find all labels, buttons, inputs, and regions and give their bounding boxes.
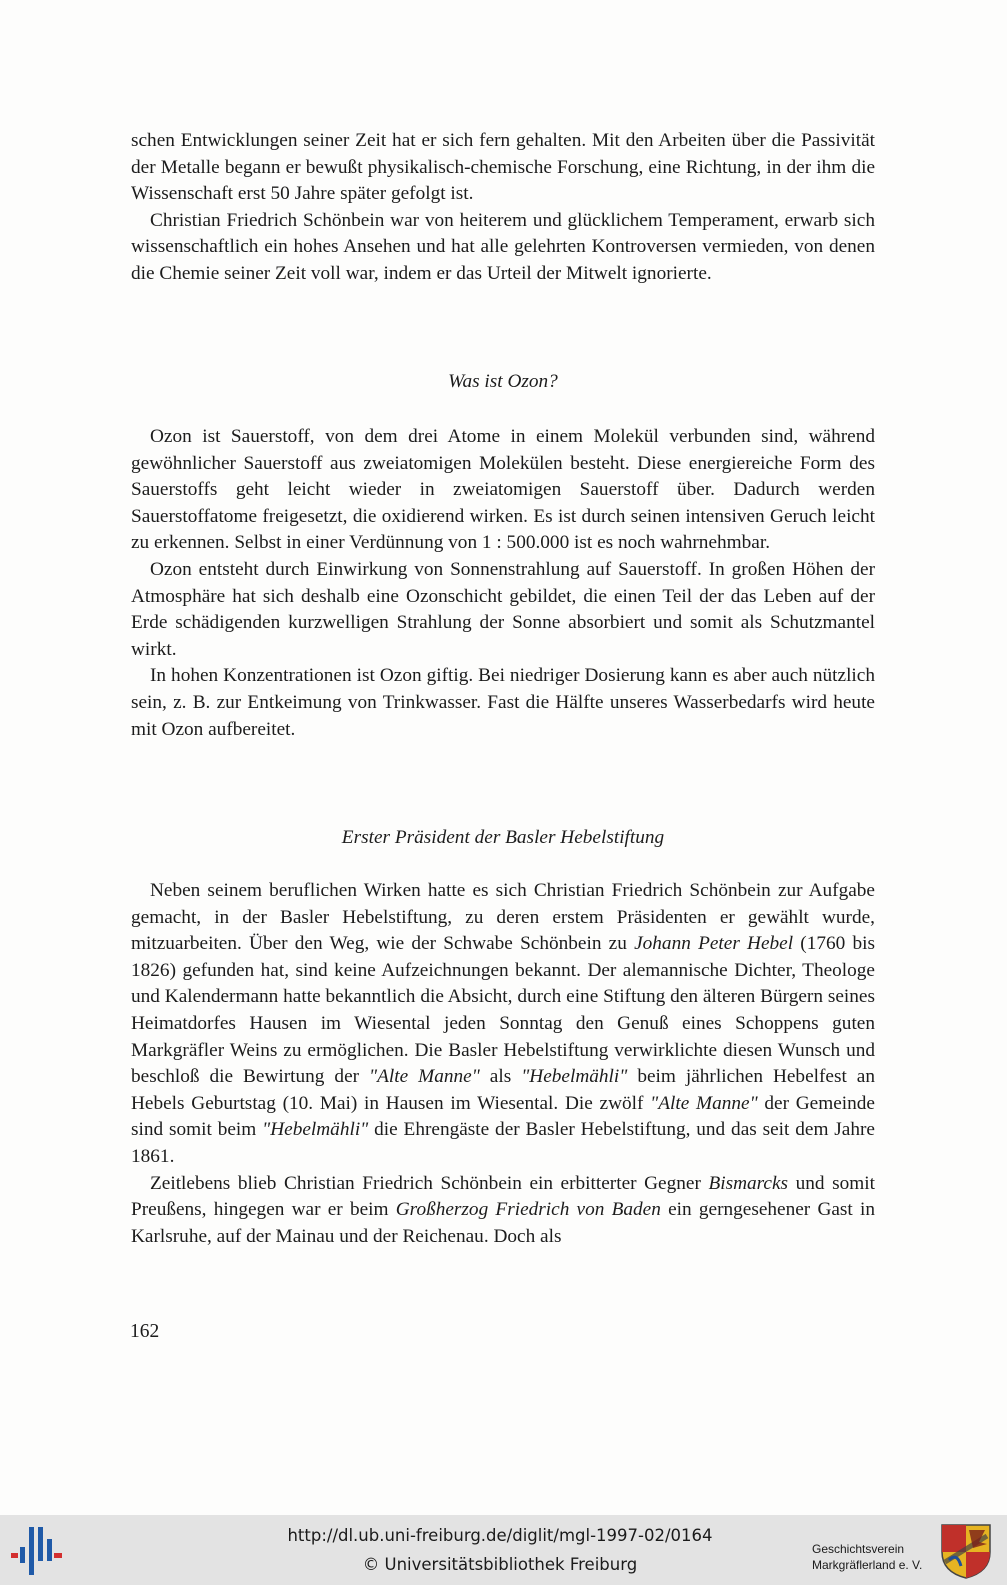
text-block-ozon bbox=[131, 424, 875, 743]
text-run: Zeitlebens blieb Christian Friedrich Schönbein ein erbitterter Gegner bbox=[150, 1172, 701, 1194]
text-run: und somit Preußens, hingegen war er beim bbox=[131, 1172, 875, 1221]
paragraph: Christian Friedrich Schönbein war von heiterem und glücklichem Temperament, erwarb sich wissenschaftlich ein hohes Ansehen und hat alle gelehrten Kontroversen vermieden, von denen die Chemie seiner Zeit voll war, indem er das Urteil der Mitwelt ignorierte. bbox=[131, 209, 875, 284]
text-run: die Ehrengäste der Basler Hebelstiftung, und das seit dem Jahre 1861. bbox=[131, 1119, 875, 1167]
section-heading-hebelstiftung: Erster Präsident der Basler Hebelstiftung bbox=[341, 827, 665, 848]
text-run: beim jährlichen Hebelfest an Hebels Geburtstag (10. Mai) in Hausen im Wiesental. Die zwölf bbox=[131, 1066, 875, 1114]
text-run: ein gerngesehener Gast in Karlsruhe, auf der Mainau und der Reichenau. Doch als bbox=[131, 1199, 876, 1247]
quoted-term: "Hebelmähli" bbox=[521, 1066, 628, 1088]
text-run: Neben seinem beruflichen Wirken hatte es sich Christian Friedrich Schönbein zur Aufgabe gemacht, in der Basler Hebelstiftung, zu deren erstem Präsidenten er gewählt wurde, mitzuarbeiten. Über den Weg, wie der Schwabe Schönbein zu bbox=[131, 880, 875, 955]
person-name: Bismarcks bbox=[708, 1172, 789, 1194]
person-name: Johann Peter Hebel bbox=[634, 933, 794, 955]
paragraph: In hohen Konzentrationen ist Ozon giftig. Bei niedriger Dosierung kann es aber auch nützlich sein, z. B. zur Entkeimung von Trinkwasser. Fast die Hälfte unseres Wasserbedarfs wird heute mit Ozon aufbereitet. bbox=[131, 665, 875, 740]
text-block-hebelstiftung bbox=[131, 878, 875, 1250]
copyright-text: © Universitätsbibliothek Freiburg bbox=[362, 1555, 638, 1574]
page-number: 162 bbox=[130, 1321, 160, 1342]
paragraph: schen Entwicklungen seiner Zeit hat er sich fern gehalten. Mit den Arbeiten über die Passivität der Metalle begann er bewußt physikalisch-chemische Forschung, eine Richtung, in der ihm die Wissenschaft erst 50 Jahre später gefolgt ist. bbox=[131, 130, 875, 205]
ub-freiburg-logo-icon bbox=[8, 1525, 64, 1577]
paragraph bbox=[131, 878, 875, 1171]
footer-bar bbox=[0, 1515, 1007, 1585]
paragraph: Ozon entsteht durch Einwirkung von Sonnenstrahlung auf Sauerstoff. In großen Höhen der Atmosphäre hat sich deshalb eine Ozonschicht gebildet, die einen Teil der das Leben auf der Erde schädigenden kurzwelligen Strahlung der Sonne absorbiert und somit als Schutzmantel wirkt. bbox=[131, 558, 875, 660]
document-url-link[interactable]: http://dl.ub.uni-freiburg.de/diglit/mgl-1997-02/0164 bbox=[287, 1526, 713, 1545]
paragraph: Ozon ist Sauerstoff, von dem drei Atome in einem Molekül verbunden sind, während gewöhnlicher Sauerstoff aus zweiatomigen Molekülen besteht. Diese energiereiche Form des Sauerstoffs geht leicht wieder in zweiatomigen Sauerstoff über. Dadurch werden Sauerstoffatome freigesetzt, die oxidierend wirken. Es ist durch seinen intensiven Geruch leicht zu erkennen. Selbst in einer Verdünnung von 1 : 500.000 ist es noch wahrnehmbar. bbox=[131, 426, 875, 554]
text-run: (1760 bis 1826) gefunden hat, sind keine Aufzeichnungen bekannt. Der alemannische Dichter, Theologe und Kalendermann hatte bekanntlich die Absicht, durch eine Stiftung den älteren Bürgern seines Heimatdorfes Hausen im Wiesental jeden Sonntag den Genuß eines Schoppens guten Markgräfler Weins zu ermöglichen. Die Basler Hebelstiftung verwirklichte diesen Wunsch und beschloß die Bewirtung der bbox=[131, 933, 875, 1088]
paragraph bbox=[131, 1171, 875, 1251]
person-name: Großherzog Friedrich von Baden bbox=[395, 1199, 661, 1221]
quoted-term: "Alte Manne" bbox=[650, 1092, 758, 1114]
text-block-intro bbox=[131, 128, 875, 288]
text-run: als bbox=[489, 1066, 512, 1088]
text-run: der Gemeinde sind somit beim bbox=[131, 1092, 875, 1141]
quoted-term: "Hebelmähli" bbox=[262, 1119, 369, 1141]
section-heading-ozon: Was ist Ozon? bbox=[448, 371, 558, 392]
coat-of-arms-icon bbox=[939, 1522, 993, 1580]
society-name-line: Markgräflerland e. V. bbox=[812, 1558, 923, 1572]
quoted-term: "Alte Manne" bbox=[369, 1066, 480, 1088]
society-name bbox=[812, 1541, 932, 1573]
society-name-line: Geschichtsverein bbox=[812, 1542, 905, 1556]
